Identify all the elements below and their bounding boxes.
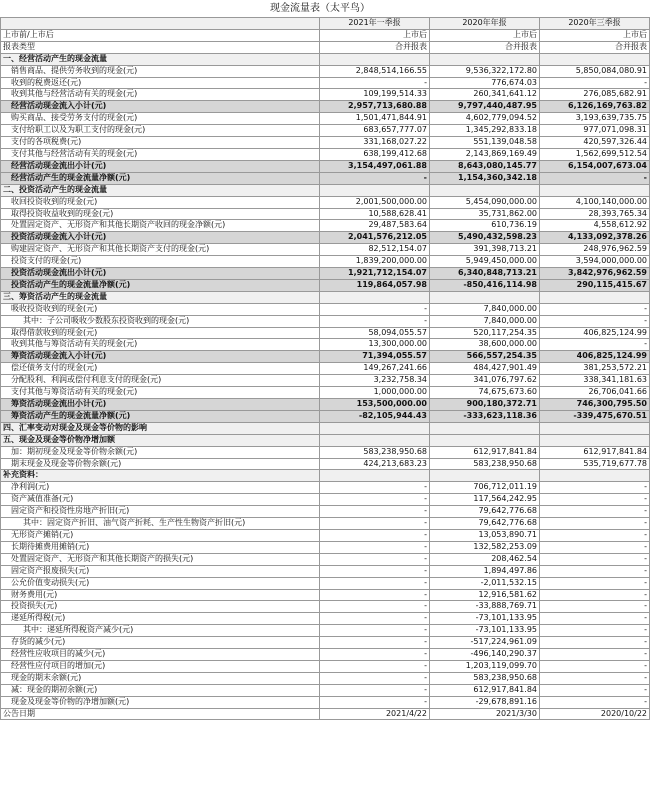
value-cell: 5,490,432,598.23 — [430, 232, 540, 244]
value-cell: -33,888,769.71 — [430, 601, 540, 613]
value-cell: 9,797,440,487.95 — [430, 101, 540, 113]
value-cell: 3,193,639,735.75 — [540, 113, 650, 125]
value-cell: 7,840,000.00 — [430, 315, 540, 327]
row-label: 固定资产报废损失(元) — [1, 565, 320, 577]
table-row — [1, 625, 650, 637]
value-cell: 79,642,776.68 — [430, 506, 540, 518]
value-cell — [430, 422, 540, 434]
row-label: 销售商品、提供劳务收到的现金(元) — [1, 65, 320, 77]
row-label: 筹资活动产生的现金流量净额(元) — [1, 410, 320, 422]
table-row — [1, 458, 650, 470]
value-cell: 706,712,011.19 — [430, 482, 540, 494]
row-label: 其中：递延所得税资产减少(元) — [1, 625, 320, 637]
row-label: 加：期初现金及现金等价物余额(元) — [1, 446, 320, 458]
value-cell: - — [540, 684, 650, 696]
value-cell: 2,001,500,000.00 — [320, 196, 430, 208]
value-cell: -333,623,118.36 — [430, 410, 540, 422]
value-cell: - — [540, 660, 650, 672]
value-cell: 260,341,641.12 — [430, 89, 540, 101]
value-cell: 4,100,140,000.00 — [540, 196, 650, 208]
value-cell: - — [540, 518, 650, 530]
value-cell — [540, 422, 650, 434]
value-cell: 610,736.19 — [430, 220, 540, 232]
value-cell: 上市后 — [430, 29, 540, 41]
table-row — [1, 148, 650, 160]
row-label: 分配股利、利润或偿付利息支付的现金(元) — [1, 375, 320, 387]
column-header-2020-annual: 2020年年报 — [430, 18, 540, 30]
value-cell — [540, 291, 650, 303]
value-cell: 2021/3/30 — [430, 708, 540, 720]
value-cell — [540, 434, 650, 446]
value-cell — [430, 470, 540, 482]
table-row — [1, 172, 650, 184]
value-cell: 28,393,765.34 — [540, 208, 650, 220]
value-cell: 3,594,000,000.00 — [540, 256, 650, 268]
value-cell: 9,536,322,172.80 — [430, 65, 540, 77]
row-label: 三、筹资活动产生的现金流量 — [1, 291, 320, 303]
value-cell — [430, 434, 540, 446]
table-row — [1, 399, 650, 411]
value-cell — [320, 422, 430, 434]
value-cell: - — [540, 303, 650, 315]
value-cell: 2,143,869,169.49 — [430, 148, 540, 160]
value-cell: 119,864,057.98 — [320, 279, 430, 291]
table-row — [1, 303, 650, 315]
value-cell: 1,562,699,512.54 — [540, 148, 650, 160]
row-label: 投资活动现金流出小计(元) — [1, 268, 320, 280]
row-label: 筹资活动现金流入小计(元) — [1, 351, 320, 363]
value-cell: 5,949,450,000.00 — [430, 256, 540, 268]
value-cell: 2020/10/22 — [540, 708, 650, 720]
value-cell: 4,558,612.92 — [540, 220, 650, 232]
row-label: 长期待摊费用摊销(元) — [1, 541, 320, 553]
row-label: 吸收投资收到的现金(元) — [1, 303, 320, 315]
value-cell: 290,115,415.67 — [540, 279, 650, 291]
table-row — [1, 410, 650, 422]
value-cell: - — [320, 577, 430, 589]
row-label: 投资支付的现金(元) — [1, 256, 320, 268]
row-label: 期末现金及现金等价物余额(元) — [1, 458, 320, 470]
value-cell: - — [540, 625, 650, 637]
value-cell: - — [320, 529, 430, 541]
value-cell: - — [540, 553, 650, 565]
value-cell: 6,126,169,763.82 — [540, 101, 650, 113]
value-cell: - — [320, 601, 430, 613]
value-cell: - — [320, 518, 430, 530]
value-cell: - — [540, 649, 650, 661]
value-cell: - — [320, 77, 430, 89]
value-cell: 82,512,154.07 — [320, 244, 430, 256]
column-header-2021q1: 2021年一季报 — [320, 18, 430, 30]
value-cell: - — [540, 529, 650, 541]
value-cell: 6,340,848,713.21 — [430, 268, 540, 280]
row-label: 处置固定资产、无形资产和其他长期资产收回的现金净额(元) — [1, 220, 320, 232]
table-row — [1, 315, 650, 327]
row-label: 财务费用(元) — [1, 589, 320, 601]
value-cell: - — [320, 172, 430, 184]
value-cell: 上市后 — [320, 29, 430, 41]
value-cell: - — [540, 672, 650, 684]
value-cell: 776,674.03 — [430, 77, 540, 89]
value-cell: - — [320, 637, 430, 649]
table-row — [1, 601, 650, 613]
value-cell: -850,416,114.98 — [430, 279, 540, 291]
value-cell: - — [320, 696, 430, 708]
value-cell: -73,101,133.95 — [430, 625, 540, 637]
row-label: 现金及现金等价物的净增加额(元) — [1, 696, 320, 708]
row-label: 支付的各项税费(元) — [1, 137, 320, 149]
value-cell: 58,094,055.57 — [320, 327, 430, 339]
value-cell: 583,238,950.68 — [430, 672, 540, 684]
table-row — [1, 660, 650, 672]
value-cell: 208,462.54 — [430, 553, 540, 565]
value-cell: 338,341,181.63 — [540, 375, 650, 387]
table-row — [1, 708, 650, 720]
value-cell: 79,642,776.68 — [430, 518, 540, 530]
table-row — [1, 125, 650, 137]
row-label: 递延所得税(元) — [1, 613, 320, 625]
row-label: 四、汇率变动对现金及现金等价物的影响 — [1, 422, 320, 434]
table-row — [1, 446, 650, 458]
value-cell: - — [540, 601, 650, 613]
value-cell — [540, 470, 650, 482]
value-cell: - — [540, 506, 650, 518]
value-cell: - — [320, 482, 430, 494]
value-cell: -517,224,961.09 — [430, 637, 540, 649]
row-label: 资产减值准备(元) — [1, 494, 320, 506]
value-cell: 132,582,253.09 — [430, 541, 540, 553]
value-cell: -82,105,944.43 — [320, 410, 430, 422]
row-label: 报表类型 — [1, 41, 320, 53]
row-label: 存货的减少(元) — [1, 637, 320, 649]
value-cell — [320, 53, 430, 65]
value-cell — [320, 434, 430, 446]
row-label: 经营性应付项目的增加(元) — [1, 660, 320, 672]
table-row — [1, 101, 650, 113]
value-cell: 1,839,200,000.00 — [320, 256, 430, 268]
value-cell — [320, 291, 430, 303]
value-cell: 520,117,254.35 — [430, 327, 540, 339]
table-row — [1, 553, 650, 565]
table-row — [1, 577, 650, 589]
value-cell: 391,398,713.21 — [430, 244, 540, 256]
value-cell: - — [540, 172, 650, 184]
row-label: 处置固定资产、无形资产和其他长期资产的损失(元) — [1, 553, 320, 565]
table-row — [1, 696, 650, 708]
value-cell: 38,600,000.00 — [430, 339, 540, 351]
value-cell: 1,000,000.00 — [320, 387, 430, 399]
value-cell: 977,071,098.31 — [540, 125, 650, 137]
table-row — [1, 291, 650, 303]
value-cell: - — [540, 577, 650, 589]
row-label: 收到的税费返还(元) — [1, 77, 320, 89]
value-cell — [430, 291, 540, 303]
row-label: 取得投资收益收到的现金(元) — [1, 208, 320, 220]
table-row — [1, 506, 650, 518]
row-label: 一、经营活动产生的现金流量 — [1, 53, 320, 65]
table-row — [1, 41, 650, 53]
value-cell: - — [540, 339, 650, 351]
row-label: 二、投资活动产生的现金流量 — [1, 184, 320, 196]
row-label: 取得借款收到的现金(元) — [1, 327, 320, 339]
value-cell: 484,427,901.49 — [430, 363, 540, 375]
row-label: 购建固定资产、无形资产和其他长期资产支付的现金(元) — [1, 244, 320, 256]
row-label: 公允价值变动损失(元) — [1, 577, 320, 589]
table-row — [1, 89, 650, 101]
table-title: 现金流量表（太平鸟） — [270, 3, 370, 14]
value-cell: - — [540, 482, 650, 494]
value-cell — [540, 184, 650, 196]
row-label: 投资活动产生的现金流量净额(元) — [1, 279, 320, 291]
value-cell: - — [540, 77, 650, 89]
table-row — [1, 351, 650, 363]
row-label: 偿还债务支付的现金(元) — [1, 363, 320, 375]
table-row — [1, 113, 650, 125]
row-label: 公告日期 — [1, 708, 320, 720]
value-cell: 2,848,514,166.55 — [320, 65, 430, 77]
table-row — [1, 387, 650, 399]
value-cell: 746,300,795.50 — [540, 399, 650, 411]
table-row — [1, 220, 650, 232]
value-cell: -29,678,891.16 — [430, 696, 540, 708]
value-cell: 1,894,497.86 — [430, 565, 540, 577]
table-row — [1, 208, 650, 220]
row-label: 补充资料： — [1, 470, 320, 482]
table-row — [1, 327, 650, 339]
value-cell: 149,267,241.66 — [320, 363, 430, 375]
value-cell: 638,199,412.68 — [320, 148, 430, 160]
value-cell: - — [540, 637, 650, 649]
value-cell: -339,475,670.51 — [540, 410, 650, 422]
table-row — [1, 232, 650, 244]
value-cell — [320, 470, 430, 482]
value-cell: - — [320, 303, 430, 315]
column-header-2020q3: 2020年三季报 — [540, 18, 650, 30]
value-cell: 10,588,628.41 — [320, 208, 430, 220]
table-row — [1, 529, 650, 541]
value-cell: 74,675,673.60 — [430, 387, 540, 399]
value-cell: 551,139,048.58 — [430, 137, 540, 149]
value-cell: 1,345,292,833.18 — [430, 125, 540, 137]
table-row — [1, 589, 650, 601]
header-blank-cell — [1, 18, 320, 30]
row-label: 筹资活动现金流出小计(元) — [1, 399, 320, 411]
value-cell: 合并报表 — [540, 41, 650, 53]
table-row — [1, 244, 650, 256]
value-cell: - — [320, 315, 430, 327]
value-cell: 71,394,055.57 — [320, 351, 430, 363]
value-cell: -73,101,133.95 — [430, 613, 540, 625]
value-cell: 612,917,841.84 — [430, 446, 540, 458]
value-cell: - — [320, 672, 430, 684]
table-row — [1, 541, 650, 553]
value-cell: 13,300,000.00 — [320, 339, 430, 351]
value-cell: 566,557,254.35 — [430, 351, 540, 363]
table-row — [1, 494, 650, 506]
value-cell: 3,154,497,061.88 — [320, 160, 430, 172]
value-cell: - — [320, 541, 430, 553]
value-cell: - — [540, 589, 650, 601]
table-row — [1, 613, 650, 625]
value-cell: - — [320, 613, 430, 625]
value-cell: 5,454,090,000.00 — [430, 196, 540, 208]
value-cell: 3,842,976,962.59 — [540, 268, 650, 280]
table-row — [1, 279, 650, 291]
value-cell: 535,719,677.78 — [540, 458, 650, 470]
row-label: 收回投资收到的现金(元) — [1, 196, 320, 208]
value-cell: - — [320, 684, 430, 696]
value-cell: - — [540, 565, 650, 577]
value-cell: 2,957,713,680.88 — [320, 101, 430, 113]
row-label: 支付其他与筹资活动有关的现金(元) — [1, 387, 320, 399]
value-cell: 12,916,581.62 — [430, 589, 540, 601]
table-row — [1, 637, 650, 649]
value-cell: 4,133,092,378.26 — [540, 232, 650, 244]
value-cell: - — [540, 696, 650, 708]
value-cell: 341,076,797.62 — [430, 375, 540, 387]
row-label: 减：现金的期初余额(元) — [1, 684, 320, 696]
table-row — [1, 482, 650, 494]
value-cell: 合并报表 — [320, 41, 430, 53]
value-cell: 424,213,683.23 — [320, 458, 430, 470]
value-cell: - — [540, 613, 650, 625]
value-cell: 6,154,007,673.04 — [540, 160, 650, 172]
value-cell — [540, 53, 650, 65]
value-cell: 8,643,080,145.77 — [430, 160, 540, 172]
value-cell: 1,501,471,844.91 — [320, 113, 430, 125]
row-label: 收到其他与筹资活动有关的现金(元) — [1, 339, 320, 351]
row-label: 净利润(元) — [1, 482, 320, 494]
value-cell: 13,053,890.71 — [430, 529, 540, 541]
row-label: 经营性应收项目的减少(元) — [1, 649, 320, 661]
value-cell: 3,232,758.34 — [320, 375, 430, 387]
value-cell: 406,825,124.99 — [540, 327, 650, 339]
value-cell: 248,976,962.59 — [540, 244, 650, 256]
value-cell: 406,825,124.99 — [540, 351, 650, 363]
value-cell: 420,597,326.44 — [540, 137, 650, 149]
value-cell — [430, 184, 540, 196]
value-cell: 29,487,583.64 — [320, 220, 430, 232]
row-label: 支付其他与经营活动有关的现金(元) — [1, 148, 320, 160]
value-cell: - — [320, 589, 430, 601]
value-cell: 900,180,372.71 — [430, 399, 540, 411]
row-label: 其中：子公司吸收少数股东投资收到的现金(元) — [1, 315, 320, 327]
value-cell: 583,238,950.68 — [430, 458, 540, 470]
value-cell: 1,921,712,154.07 — [320, 268, 430, 280]
table-row — [1, 375, 650, 387]
table-row — [1, 268, 650, 280]
table-row — [1, 160, 650, 172]
table-row — [1, 184, 650, 196]
table-row — [1, 672, 650, 684]
row-label: 经营活动产生的现金流量净额(元) — [1, 172, 320, 184]
value-cell: - — [320, 625, 430, 637]
value-cell: - — [540, 494, 650, 506]
value-cell: 7,840,000.00 — [430, 303, 540, 315]
row-label: 上市前/上市后 — [1, 29, 320, 41]
value-cell: 26,706,041.66 — [540, 387, 650, 399]
value-cell — [430, 53, 540, 65]
value-cell: 683,657,777.07 — [320, 125, 430, 137]
row-label: 现金的期末余额(元) — [1, 672, 320, 684]
value-cell: 276,085,682.91 — [540, 89, 650, 101]
table-row — [1, 470, 650, 482]
value-cell: 35,731,862.00 — [430, 208, 540, 220]
value-cell: 331,168,027.22 — [320, 137, 430, 149]
value-cell: 117,564,242.95 — [430, 494, 540, 506]
row-label: 投资损失(元) — [1, 601, 320, 613]
value-cell: 612,917,841.84 — [430, 684, 540, 696]
row-label: 投资活动现金流入小计(元) — [1, 232, 320, 244]
row-label: 收到其他与经营活动有关的现金(元) — [1, 89, 320, 101]
value-cell: 381,253,572.21 — [540, 363, 650, 375]
table-row — [1, 422, 650, 434]
cash-flow-table — [0, 17, 650, 720]
table-row — [1, 77, 650, 89]
value-cell: - — [320, 649, 430, 661]
table-row — [1, 565, 650, 577]
value-cell: 583,238,950.68 — [320, 446, 430, 458]
value-cell: 2021/4/22 — [320, 708, 430, 720]
table-row — [1, 53, 650, 65]
value-cell: - — [320, 553, 430, 565]
table-row — [1, 137, 650, 149]
table-row — [1, 684, 650, 696]
value-cell: - — [320, 565, 430, 577]
row-label: 固定资产和投资性房地产折旧(元) — [1, 506, 320, 518]
value-cell: -2,011,532.15 — [430, 577, 540, 589]
value-cell: 2,041,576,212.05 — [320, 232, 430, 244]
row-label: 经营活动现金流出小计(元) — [1, 160, 320, 172]
value-cell: 1,203,119,099.70 — [430, 660, 540, 672]
value-cell: 5,850,084,080.91 — [540, 65, 650, 77]
column-header-row — [1, 18, 650, 30]
value-cell: - — [540, 541, 650, 553]
value-cell: 153,500,000.00 — [320, 399, 430, 411]
table-row — [1, 649, 650, 661]
value-cell: 4,602,779,094.52 — [430, 113, 540, 125]
value-cell: - — [320, 660, 430, 672]
table-row — [1, 434, 650, 446]
table-row — [1, 339, 650, 351]
row-label: 无形资产摊销(元) — [1, 529, 320, 541]
table-row — [1, 65, 650, 77]
value-cell: 109,199,514.33 — [320, 89, 430, 101]
table-row — [1, 196, 650, 208]
value-cell: - — [320, 494, 430, 506]
table-row — [1, 256, 650, 268]
value-cell: - — [320, 506, 430, 518]
table-row — [1, 363, 650, 375]
row-label: 支付给职工以及为职工支付的现金(元) — [1, 125, 320, 137]
table-row — [1, 518, 650, 530]
table-row — [1, 29, 650, 41]
row-label: 购买商品、接受劳务支付的现金(元) — [1, 113, 320, 125]
row-label: 其中：固定资产折旧、油气资产折耗、生产性生物资产折旧(元) — [1, 518, 320, 530]
value-cell: 612,917,841.84 — [540, 446, 650, 458]
value-cell: 合并报表 — [430, 41, 540, 53]
row-label: 经营活动现金流入小计(元) — [1, 101, 320, 113]
value-cell — [320, 184, 430, 196]
row-label: 五、现金及现金等价物净增加额 — [1, 434, 320, 446]
value-cell: -496,140,290.37 — [430, 649, 540, 661]
value-cell: 1,154,360,342.18 — [430, 172, 540, 184]
value-cell: 上市后 — [540, 29, 650, 41]
value-cell: - — [540, 315, 650, 327]
